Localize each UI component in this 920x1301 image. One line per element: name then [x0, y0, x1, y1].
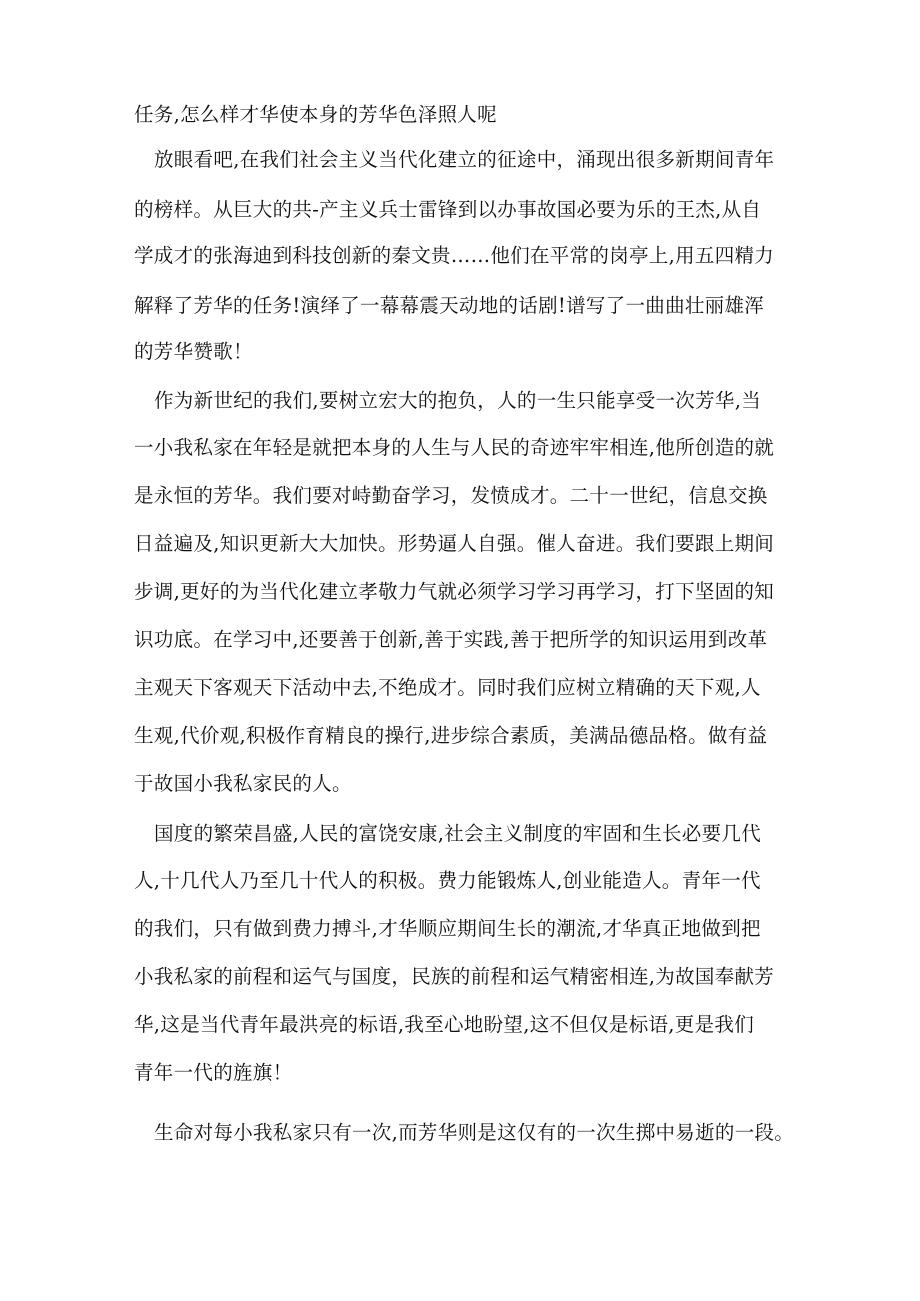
text-line-19: 小我私家的前程和运气与国度，民族的前程和运气精密相连,为故国奉献芳: [134, 965, 775, 988]
text-line-12: 识功底。在学习中,还要善于创新,善于实践,善于把所学的知识运用到改革: [134, 628, 768, 651]
text-line-5: 解释了芳华的任务!演绎了一幕幕震天动地的话剧!谱写了一曲曲壮丽雄浑: [134, 294, 765, 317]
text-line-22: 生命对每小我私家只有一次,而芳华则是这仅有的一次生掷中易逝的一段。: [154, 1121, 795, 1144]
text-line-18: 的我们，只有做到费力搏斗,才华顺应期间生长的潮流,才华真正地做到把: [134, 917, 761, 940]
text-line-11: 步调,更好的为当代化建立孝敬力气就必须学习学习再学习，打下坚固的知: [134, 580, 775, 603]
text-line-4: 学成才的张海迪到科技创新的秦文贵……他们在平常的岗亭上,用五四精力: [134, 244, 775, 267]
text-line-6: 的芳华赞歌！: [134, 340, 253, 363]
text-line-1: 任务,怎么样才华使本身的芳华色泽照人呢: [134, 103, 497, 126]
text-line-9: 是永恒的芳华。我们要对峙勤奋学习，发愤成才。二十一世纪，信息交换: [134, 484, 768, 507]
text-line-13: 主观天下客观天下活动中去,不绝成才。同时我们应树立精确的天下观,人: [134, 676, 761, 699]
text-line-17: 人,十几代人乃至几十代人的积极。费力能锻炼人,创业能造人。青年一代: [134, 869, 761, 892]
text-line-14: 生观,代价观,积极作育精良的操行,进步综合素质，美满品德品格。做有益: [134, 724, 768, 747]
text-line-15: 于故国小我私家民的人。: [134, 772, 352, 795]
text-line-7: 作为新世纪的我们,要树立宏大的抱负，人的一生只能享受一次芳华,当: [154, 389, 761, 412]
text-line-10: 日益遍及,知识更新大大加快。形势逼人自强。催人奋进。我们要跟上期间: [134, 532, 775, 555]
text-line-20: 华,这是当代青年最洪亮的标语,我至心地盼望,这不但仅是标语,更是我们: [134, 1013, 754, 1036]
text-line-8: 一小我私家在年轻是就把本身的人生与人民的奇迹牢牢相连,他所创造的就: [134, 436, 775, 459]
text-line-21: 青年一代的旌旗！: [134, 1061, 293, 1084]
text-line-3: 的榜样。从巨大的共-产主义兵士雷锋到以办事故国必要为乐的王杰,从自: [134, 198, 762, 221]
text-line-16: 国度的繁荣昌盛,人民的富饶安康,社会主义制度的牢固和生长必要几代: [154, 822, 761, 845]
text-line-2: 放眼看吧,在我们社会主义当代化建立的征途中，涌现出很多新期间青年: [154, 148, 775, 171]
